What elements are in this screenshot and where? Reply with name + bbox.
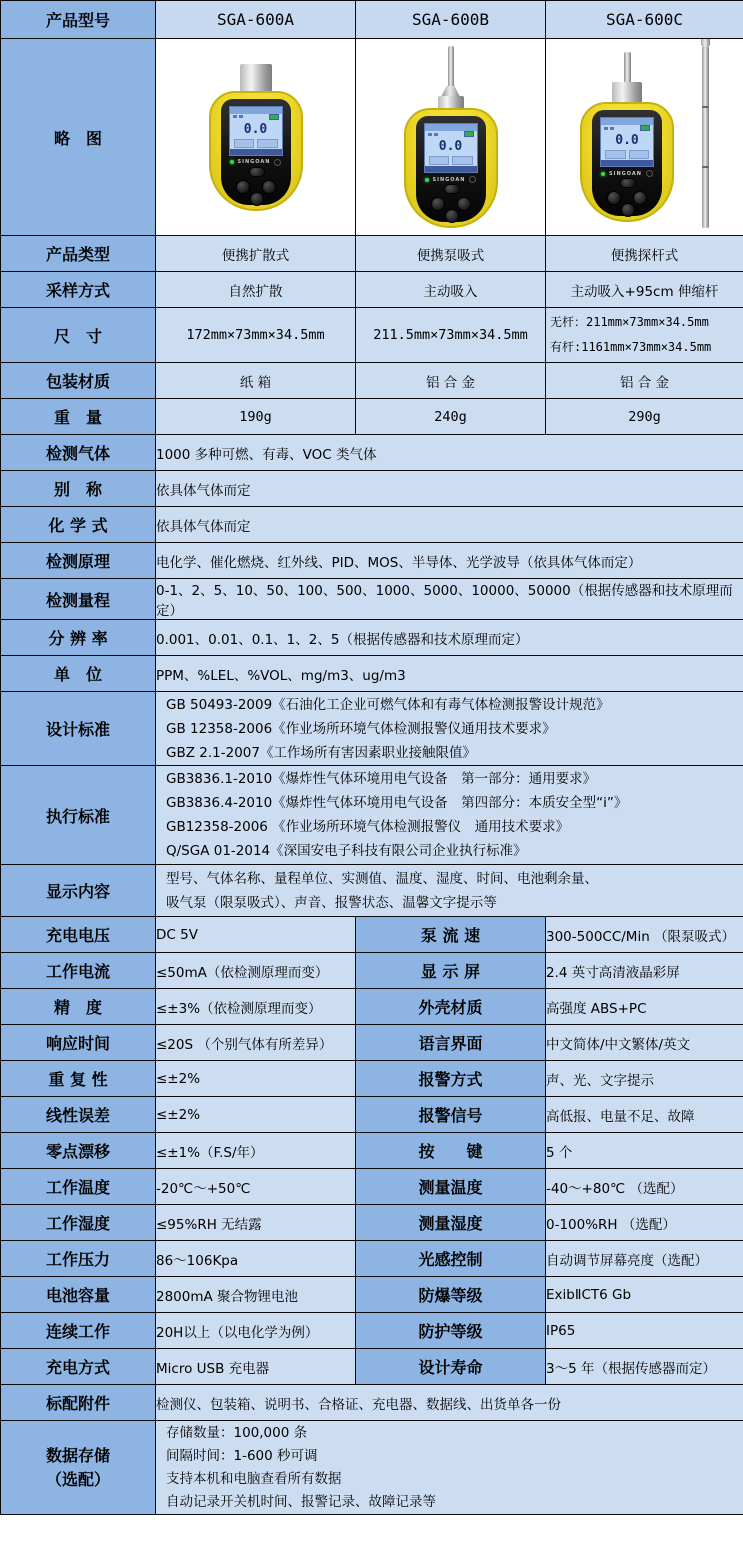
front-panel bbox=[221, 99, 291, 205]
sketch-cell-a bbox=[156, 39, 356, 236]
value-repeatability: ≤±2% bbox=[156, 1061, 356, 1097]
brand-row bbox=[425, 176, 477, 183]
label-charging-voltage: 充电电压 bbox=[1, 917, 156, 953]
sensor-cap bbox=[612, 82, 642, 103]
value-product-type-a: 便携扩散式 bbox=[156, 236, 356, 272]
value-language-ui: 中文简体/中文繁体/英文 bbox=[546, 1025, 743, 1061]
device-photo-sga-600c bbox=[546, 46, 743, 228]
table-row bbox=[1, 1349, 743, 1385]
label-dimensions: 尺 寸 bbox=[1, 308, 156, 363]
dimensions-c-line1: 无杆：211mm×73mm×34.5mm bbox=[550, 315, 709, 329]
value-weight-b: 240g bbox=[356, 399, 546, 435]
label-continuous-working: 连续工作 bbox=[1, 1313, 156, 1349]
value-measuring-temperature: -40～+80℃ （选配） bbox=[546, 1169, 743, 1205]
label-resolution: 分 辨 率 bbox=[1, 620, 156, 656]
keypad bbox=[233, 167, 279, 205]
label-keys: 按 键 bbox=[356, 1133, 546, 1169]
table-row bbox=[1, 620, 743, 656]
table-row bbox=[1, 656, 743, 692]
brand-label: SINGOAN bbox=[237, 159, 271, 165]
value-product-type-b: 便携泵吸式 bbox=[356, 236, 546, 272]
screen-info-rows bbox=[425, 156, 477, 166]
value-weight-c: 290g bbox=[546, 399, 743, 435]
data-storage-label-line2: （选配） bbox=[45, 1469, 110, 1489]
value-working-temperature: -20℃～+50℃ bbox=[156, 1169, 356, 1205]
model-name-sga-600a: SGA-600A bbox=[156, 1, 356, 39]
keypad-button bbox=[250, 192, 264, 206]
table-row bbox=[1, 865, 743, 917]
design-standard-line: GB 12358-2006《作业场所环境气体检测报警仪通用技术要求》 bbox=[166, 720, 556, 737]
table-row bbox=[1, 579, 743, 620]
table-row bbox=[1, 308, 743, 363]
front-panel bbox=[416, 116, 486, 222]
keypad bbox=[428, 184, 474, 222]
power-icon bbox=[469, 176, 476, 183]
label-alarm-signal: 报警信号 bbox=[356, 1097, 546, 1133]
table-row bbox=[1, 1313, 743, 1349]
label-repeatability: 重 复 性 bbox=[1, 1061, 156, 1097]
label-alarm-mode: 报警方式 bbox=[356, 1061, 546, 1097]
value-working-current: ≤50mA（依检测原理而变） bbox=[156, 953, 356, 989]
execution-standard-line: Q/SGA 01-2014《深国安电子科技有限公司企业执行标准》 bbox=[166, 843, 527, 859]
screen-reading: 0.0 bbox=[438, 139, 463, 154]
keypad-button bbox=[431, 197, 445, 211]
model-name-sga-600b: SGA-600B bbox=[356, 1, 546, 39]
value-design-standard bbox=[156, 692, 743, 766]
label-working-temperature: 工作温度 bbox=[1, 1169, 156, 1205]
table-row bbox=[1, 1061, 743, 1097]
value-weight-a: 190g bbox=[156, 399, 356, 435]
design-standard-line: GBZ 2.1-2007《工作场所有害因素职业接触限值》 bbox=[166, 744, 476, 761]
data-storage-line: 存储数量：100,000 条 bbox=[166, 1424, 308, 1441]
value-alarm-mode: 声、光、文字提示 bbox=[546, 1061, 743, 1097]
label-detection-principle: 检测原理 bbox=[1, 543, 156, 579]
label-explosion-proof-grade: 防爆等级 bbox=[356, 1277, 546, 1313]
value-packaging-a: 纸 箱 bbox=[156, 363, 356, 399]
screen-titlebar bbox=[425, 124, 477, 131]
table-row bbox=[1, 272, 743, 308]
telescopic-rod bbox=[702, 46, 709, 228]
label-data-storage bbox=[1, 1421, 156, 1515]
screen-titlebar bbox=[230, 107, 282, 114]
value-pump-flow-rate: 300-500CC/Min （限泵吸式） bbox=[546, 917, 743, 953]
data-storage-line: 支持本机和电脑查看所有数据 bbox=[166, 1470, 342, 1487]
value-light-sensing-control: 自动调节屏幕亮度（选配） bbox=[546, 1241, 743, 1277]
table-row bbox=[1, 363, 743, 399]
table-row bbox=[1, 1241, 743, 1277]
probe-cone bbox=[442, 86, 460, 96]
screen-statusbar bbox=[601, 160, 653, 166]
value-accuracy: ≤±3%（依检测原理而变） bbox=[156, 989, 356, 1025]
status-led bbox=[230, 160, 234, 164]
label-linearity-error: 线性误差 bbox=[1, 1097, 156, 1133]
brand-row bbox=[601, 170, 653, 177]
screen-info-rows bbox=[230, 139, 282, 149]
keypad-button bbox=[633, 191, 647, 205]
dimensions-c-line2: 有杆:1161mm×73mm×34.5mm bbox=[550, 340, 712, 354]
table-row bbox=[1, 507, 743, 543]
status-led bbox=[601, 172, 605, 176]
screen-reading: 0.0 bbox=[615, 133, 639, 148]
value-sampling-c: 主动吸入+95cm 伸缩杆 bbox=[546, 272, 743, 308]
data-storage-line: 自动记录开关机时间、报警记录、故障记录等 bbox=[166, 1493, 436, 1510]
value-working-pressure: 86～106Kpa bbox=[156, 1241, 356, 1277]
table-row bbox=[1, 692, 743, 766]
display-content-line: 吸气泵（限泵吸式）、声音、报警状态、温馨文字提示等 bbox=[166, 894, 497, 911]
label-language-ui: 语言界面 bbox=[356, 1025, 546, 1061]
table-row bbox=[1, 917, 743, 953]
value-explosion-proof-grade: ExibⅡCT6 Gb bbox=[546, 1277, 743, 1313]
label-working-current: 工作电流 bbox=[1, 953, 156, 989]
label-charging-method: 充电方式 bbox=[1, 1349, 156, 1385]
keypad bbox=[604, 178, 650, 216]
keypad-button bbox=[445, 209, 459, 223]
table-row bbox=[1, 989, 743, 1025]
design-standard-line: GB 50493-2009《石油化工企业可燃气体和有毒气体检测报警设计规范》 bbox=[166, 696, 610, 713]
value-shell-material: 高强度 ABS+PC bbox=[546, 989, 743, 1025]
value-standard-accessories: 检测仪、包装箱、说明书、合格证、充电器、数据线、出货单各一份 bbox=[156, 1385, 743, 1421]
device-photo-sga-600b bbox=[356, 46, 545, 228]
brand-label: SINGOAN bbox=[432, 176, 466, 183]
label-design-life: 设计寿命 bbox=[356, 1349, 546, 1385]
value-packaging-b: 铝 合 金 bbox=[356, 363, 546, 399]
label-accuracy: 精 度 bbox=[1, 989, 156, 1025]
data-storage-label-line1: 数据存储 bbox=[45, 1445, 110, 1465]
label-product-model: 产品型号 bbox=[1, 1, 156, 39]
power-icon bbox=[274, 159, 281, 166]
label-detection-range: 检测量程 bbox=[1, 579, 156, 620]
value-charging-voltage: DC 5V bbox=[156, 917, 356, 953]
table-row bbox=[1, 1421, 743, 1515]
power-icon bbox=[646, 170, 653, 177]
gas-detector-illustration bbox=[404, 46, 498, 228]
value-detection-principle: 电化学、催化燃烧、红外线、PID、MOS、半导体、光学波导（依具体气体而定） bbox=[156, 543, 743, 579]
value-packaging-c: 铝 合 金 bbox=[546, 363, 743, 399]
value-measuring-humidity: 0-100%RH （选配） bbox=[546, 1205, 743, 1241]
pump-probe bbox=[448, 46, 454, 86]
screen-statusbar bbox=[230, 149, 282, 155]
table-row bbox=[1, 543, 743, 579]
label-chemical-formula: 化 学 式 bbox=[1, 507, 156, 543]
table-row bbox=[1, 399, 743, 435]
label-standard-accessories: 标配附件 bbox=[1, 1385, 156, 1421]
value-sampling-a: 自然扩散 bbox=[156, 272, 356, 308]
menu-button bbox=[620, 178, 636, 188]
lcd-screen bbox=[600, 117, 654, 167]
table-row bbox=[1, 1025, 743, 1061]
label-battery-capacity: 电池容量 bbox=[1, 1277, 156, 1313]
table-row bbox=[1, 1385, 743, 1421]
value-linearity-error: ≤±2% bbox=[156, 1097, 356, 1133]
label-unit: 单 位 bbox=[1, 656, 156, 692]
value-resolution: 0.001、0.01、0.1、1、2、5（根据传感器和技术原理而定） bbox=[156, 620, 743, 656]
table-row bbox=[1, 1133, 743, 1169]
value-alias: 依具体气体而定 bbox=[156, 471, 743, 507]
label-packaging-material: 包装材质 bbox=[1, 363, 156, 399]
keypad-button bbox=[457, 197, 471, 211]
value-charging-method: Micro USB 充电器 bbox=[156, 1349, 356, 1385]
value-chemical-formula: 依具体气体而定 bbox=[156, 507, 743, 543]
value-display-content bbox=[156, 865, 743, 917]
gas-detector-illustration bbox=[580, 52, 674, 222]
status-led bbox=[425, 178, 429, 182]
table-row bbox=[1, 1277, 743, 1313]
data-storage-line: 间隔时间：1-600 秒可调 bbox=[166, 1447, 318, 1464]
label-design-standard: 设计标准 bbox=[1, 692, 156, 766]
detector-body bbox=[404, 108, 498, 228]
sketch-cell-c bbox=[546, 39, 743, 236]
device-photo-sga-600a bbox=[156, 64, 355, 211]
display-content-line: 型号、气体名称、量程单位、实测值、温度、湿度、时间、电池剩余量、 bbox=[166, 870, 598, 887]
label-alias: 别 称 bbox=[1, 471, 156, 507]
gas-detector-illustration bbox=[209, 64, 303, 211]
lcd-screen bbox=[424, 123, 478, 173]
value-alarm-signal: 高低报、电量不足、故障 bbox=[546, 1097, 743, 1133]
menu-button bbox=[249, 167, 265, 177]
value-product-type-c: 便携探杆式 bbox=[546, 236, 743, 272]
screen-titlebar bbox=[601, 118, 653, 125]
keypad-button bbox=[621, 203, 635, 217]
table-row bbox=[1, 1169, 743, 1205]
keypad-button bbox=[607, 191, 621, 205]
execution-standard-line: GB3836.4-2010《爆炸性气体环境用电气设备 第四部分：本质安全型“i”》 bbox=[166, 795, 628, 811]
label-detected-gas: 检测气体 bbox=[1, 435, 156, 471]
label-shell-material: 外壳材质 bbox=[356, 989, 546, 1025]
keypad-button bbox=[236, 180, 250, 194]
model-name-sga-600c: SGA-600C bbox=[546, 1, 743, 39]
execution-standard-line: GB3836.1-2010《爆炸性气体环境用电气设备 第一部分：通用要求》 bbox=[166, 771, 597, 787]
lcd-screen bbox=[229, 106, 283, 156]
label-zero-drift: 零点漂移 bbox=[1, 1133, 156, 1169]
label-product-type: 产品类型 bbox=[1, 236, 156, 272]
value-display-screen: 2.4 英寸高清液晶彩屏 bbox=[546, 953, 743, 989]
label-working-pressure: 工作压力 bbox=[1, 1241, 156, 1277]
table-row bbox=[1, 766, 743, 865]
value-data-storage bbox=[156, 1421, 743, 1515]
label-measuring-temperature: 测量温度 bbox=[356, 1169, 546, 1205]
label-measuring-humidity: 测量湿度 bbox=[356, 1205, 546, 1241]
table-row bbox=[1, 1205, 743, 1241]
value-keys: 5 个 bbox=[546, 1133, 743, 1169]
table-row bbox=[1, 39, 743, 236]
screen-reading: 0.0 bbox=[243, 121, 268, 137]
value-detected-gas: 1000 多种可燃、有毒、VOC 类气体 bbox=[156, 435, 743, 471]
label-display-screen: 显 示 屏 bbox=[356, 953, 546, 989]
pump-probe bbox=[624, 52, 631, 82]
label-protection-grade: 防护等级 bbox=[356, 1313, 546, 1349]
value-response-time: ≤20S （个别气体有所差异） bbox=[156, 1025, 356, 1061]
label-pump-flow-rate: 泵 流 速 bbox=[356, 917, 546, 953]
menu-button bbox=[444, 184, 460, 194]
label-working-humidity: 工作湿度 bbox=[1, 1205, 156, 1241]
value-dimensions-a: 172mm×73mm×34.5mm bbox=[156, 308, 356, 363]
table-row bbox=[1, 1, 743, 39]
value-dimensions-c bbox=[546, 308, 743, 363]
sensor-cap bbox=[240, 64, 272, 92]
screen-statusbar bbox=[425, 166, 477, 172]
value-working-humidity: ≤95%RH 无结露 bbox=[156, 1205, 356, 1241]
table-row bbox=[1, 953, 743, 989]
value-zero-drift: ≤±1%（F.S/年） bbox=[156, 1133, 356, 1169]
detector-body bbox=[209, 91, 303, 211]
front-panel bbox=[592, 110, 662, 216]
sketch-cell-b bbox=[356, 39, 546, 236]
value-unit: PPM、%LEL、%VOL、mg/m3、ug/m3 bbox=[156, 656, 743, 692]
value-design-life: 3～5 年（根据传感器而定） bbox=[546, 1349, 743, 1385]
screen-info-rows bbox=[601, 150, 653, 160]
value-dimensions-b: 211.5mm×73mm×34.5mm bbox=[356, 308, 546, 363]
brand-row bbox=[230, 159, 282, 166]
label-display-content: 显示内容 bbox=[1, 865, 156, 917]
label-weight: 重 量 bbox=[1, 399, 156, 435]
value-detection-range: 0-1、2、5、10、50、100、500、1000、5000、10000、50000（根据传感器和技术原理而定） bbox=[156, 579, 743, 620]
label-response-time: 响应时间 bbox=[1, 1025, 156, 1061]
table-row bbox=[1, 1097, 743, 1133]
value-sampling-b: 主动吸入 bbox=[356, 272, 546, 308]
execution-standard-line: GB12358-2006 《作业场所环境气体检测报警仪 通用技术要求》 bbox=[166, 819, 570, 835]
keypad-button bbox=[262, 180, 276, 194]
value-execution-standard bbox=[156, 766, 743, 865]
label-sampling-method: 采样方式 bbox=[1, 272, 156, 308]
table-row bbox=[1, 236, 743, 272]
brand-label: SINGOAN bbox=[609, 170, 642, 177]
table-row bbox=[1, 471, 743, 507]
label-execution-standard: 执行标准 bbox=[1, 766, 156, 865]
value-continuous-working: 20H以上（以电化学为例） bbox=[156, 1313, 356, 1349]
label-sketch: 略 图 bbox=[1, 39, 156, 236]
value-protection-grade: IP65 bbox=[546, 1313, 743, 1349]
table-row bbox=[1, 435, 743, 471]
detector-body bbox=[580, 102, 674, 222]
value-battery-capacity: 2800mA 聚合物锂电池 bbox=[156, 1277, 356, 1313]
label-light-sensing-control: 光感控制 bbox=[356, 1241, 546, 1277]
